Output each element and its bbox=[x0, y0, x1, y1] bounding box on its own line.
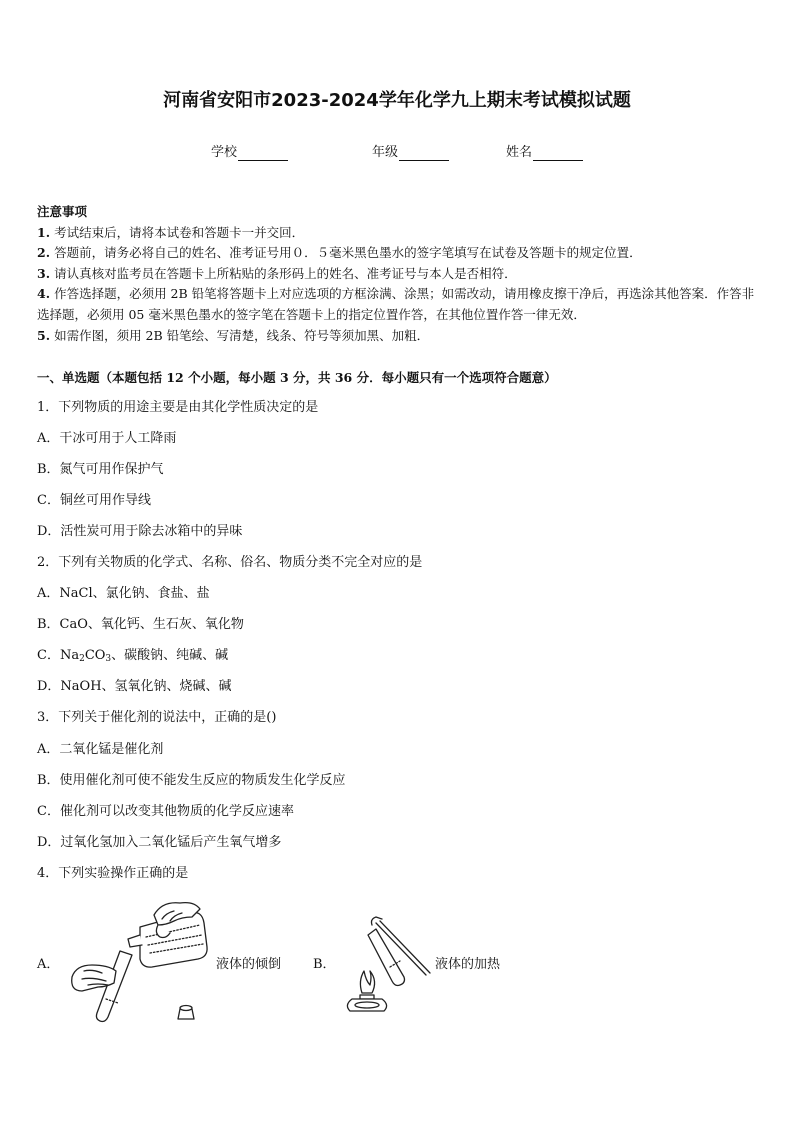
question-4-option-a-caption: 液体的倾倒 bbox=[216, 957, 282, 972]
name-label: 姓名 bbox=[506, 145, 533, 160]
notes-block bbox=[37, 202, 759, 346]
question-2-option-c[interactable] bbox=[37, 644, 228, 664]
note-number: 3. bbox=[37, 265, 51, 281]
question-3-option-a[interactable]: A．二氧化锰是催化剂 bbox=[37, 742, 164, 757]
question-1-option-b[interactable]: B．氮气可用作保护气 bbox=[37, 462, 164, 477]
grade-label: 年级 bbox=[372, 145, 399, 160]
grade-blank[interactable] bbox=[399, 145, 449, 161]
school-field[interactable] bbox=[211, 141, 288, 161]
grade-field[interactable] bbox=[372, 141, 449, 161]
question-2-stem: 2．下列有关物质的化学式、名称、俗名、物质分类不完全对应的是 bbox=[37, 555, 423, 570]
note-item bbox=[37, 223, 759, 244]
question-4-option-a-letter[interactable]: A． bbox=[37, 957, 60, 972]
notes-header: 注意事项 bbox=[37, 204, 88, 219]
section-heading: 一、单选题（本题包括 12 个小题，每小题 3 分，共 36 分．每小题只有一个选项符合题意） bbox=[37, 370, 557, 385]
option-c-mid: CO bbox=[84, 648, 106, 663]
note-item bbox=[37, 243, 759, 264]
question-4-option-b-letter[interactable]: B． bbox=[313, 957, 336, 972]
name-blank[interactable] bbox=[533, 145, 583, 161]
note-number: 5. bbox=[37, 327, 51, 343]
question-3-option-d[interactable]: D．过氧化氢加入二氧化锰后产生氧气增多 bbox=[37, 835, 282, 850]
school-blank[interactable] bbox=[238, 145, 288, 161]
question-3-option-b[interactable]: B．使用催化剂可使不能发生反应的物质发生化学反应 bbox=[37, 773, 346, 788]
question-1-option-c[interactable]: C．铜丝可用作导线 bbox=[37, 493, 151, 508]
question-4-stem: 4．下列实验操作正确的是 bbox=[37, 866, 189, 881]
note-item bbox=[37, 284, 759, 325]
liquid-heating-illustration bbox=[332, 915, 434, 1015]
question-1-stem: 1．下列物质的用途主要是由其化学性质决定的是 bbox=[37, 400, 319, 415]
note-number: 2. bbox=[37, 245, 51, 261]
name-field[interactable] bbox=[506, 141, 583, 161]
option-c-prefix: C．Na bbox=[37, 648, 80, 663]
note-text: 请认真核对监考员在答题卡上所粘贴的条形码上的姓名、准考证号与本人是否相符． bbox=[54, 265, 517, 281]
subscript: 3 bbox=[105, 654, 112, 664]
note-text: 作答选择题，必须用 2B 铅笔将答题卡上对应选项的方框涂满、涂黑；如需改动，请用橡皮擦干净后，再选涂其他答案．作答非选择题，必须用 05 毫米黑色墨水的签字笔在答题卡上的指定位置作答，在其他位置作答一律无效． bbox=[37, 286, 755, 322]
note-text: 答题前，请务必将自己的姓名、准考证号用０．５毫米黑色墨水的签字笔填写在试卷及答题卡的规定位置． bbox=[54, 245, 642, 261]
note-text: 考试结束后，请将本试卷和答题卡一并交回． bbox=[54, 224, 305, 240]
question-1-option-d[interactable]: D．活性炭可用于除去冰箱中的异味 bbox=[37, 524, 243, 539]
note-number: 1. bbox=[37, 224, 51, 240]
option-c-suffix: 、碳酸钠、纯碱、碱 bbox=[111, 648, 229, 663]
note-item bbox=[37, 264, 759, 285]
note-item bbox=[37, 326, 759, 347]
question-4-option-b-caption: 液体的加热 bbox=[435, 957, 501, 972]
question-3-option-c[interactable]: C．催化剂可以改变其他物质的化学反应速率 bbox=[37, 804, 294, 819]
subscript: 2 bbox=[79, 654, 85, 664]
liquid-pouring-illustration bbox=[62, 895, 212, 1027]
note-number: 4. bbox=[37, 286, 51, 302]
question-3-stem: 3．下列关于催化剂的说法中，正确的是() bbox=[37, 710, 277, 725]
school-label: 学校 bbox=[211, 145, 238, 160]
question-2-option-b[interactable]: B．CaO、氧化钙、生石灰、氧化物 bbox=[37, 617, 244, 632]
student-info-fields bbox=[0, 141, 794, 161]
question-2-option-d[interactable]: D．NaOH、氢氧化钠、烧碱、碱 bbox=[37, 679, 232, 694]
page-title: 河南省安阳市2023-2024学年化学九上期末考试模拟试题 bbox=[163, 90, 631, 111]
question-1-option-a[interactable]: A．干冰可用于人工降雨 bbox=[37, 431, 177, 446]
note-text: 如需作图，须用 2B 铅笔绘、写清楚，线条、符号等须加黑、加粗． bbox=[54, 327, 430, 343]
question-2-option-a[interactable]: A．NaCl、氯化钠、食盐、盐 bbox=[37, 586, 210, 601]
